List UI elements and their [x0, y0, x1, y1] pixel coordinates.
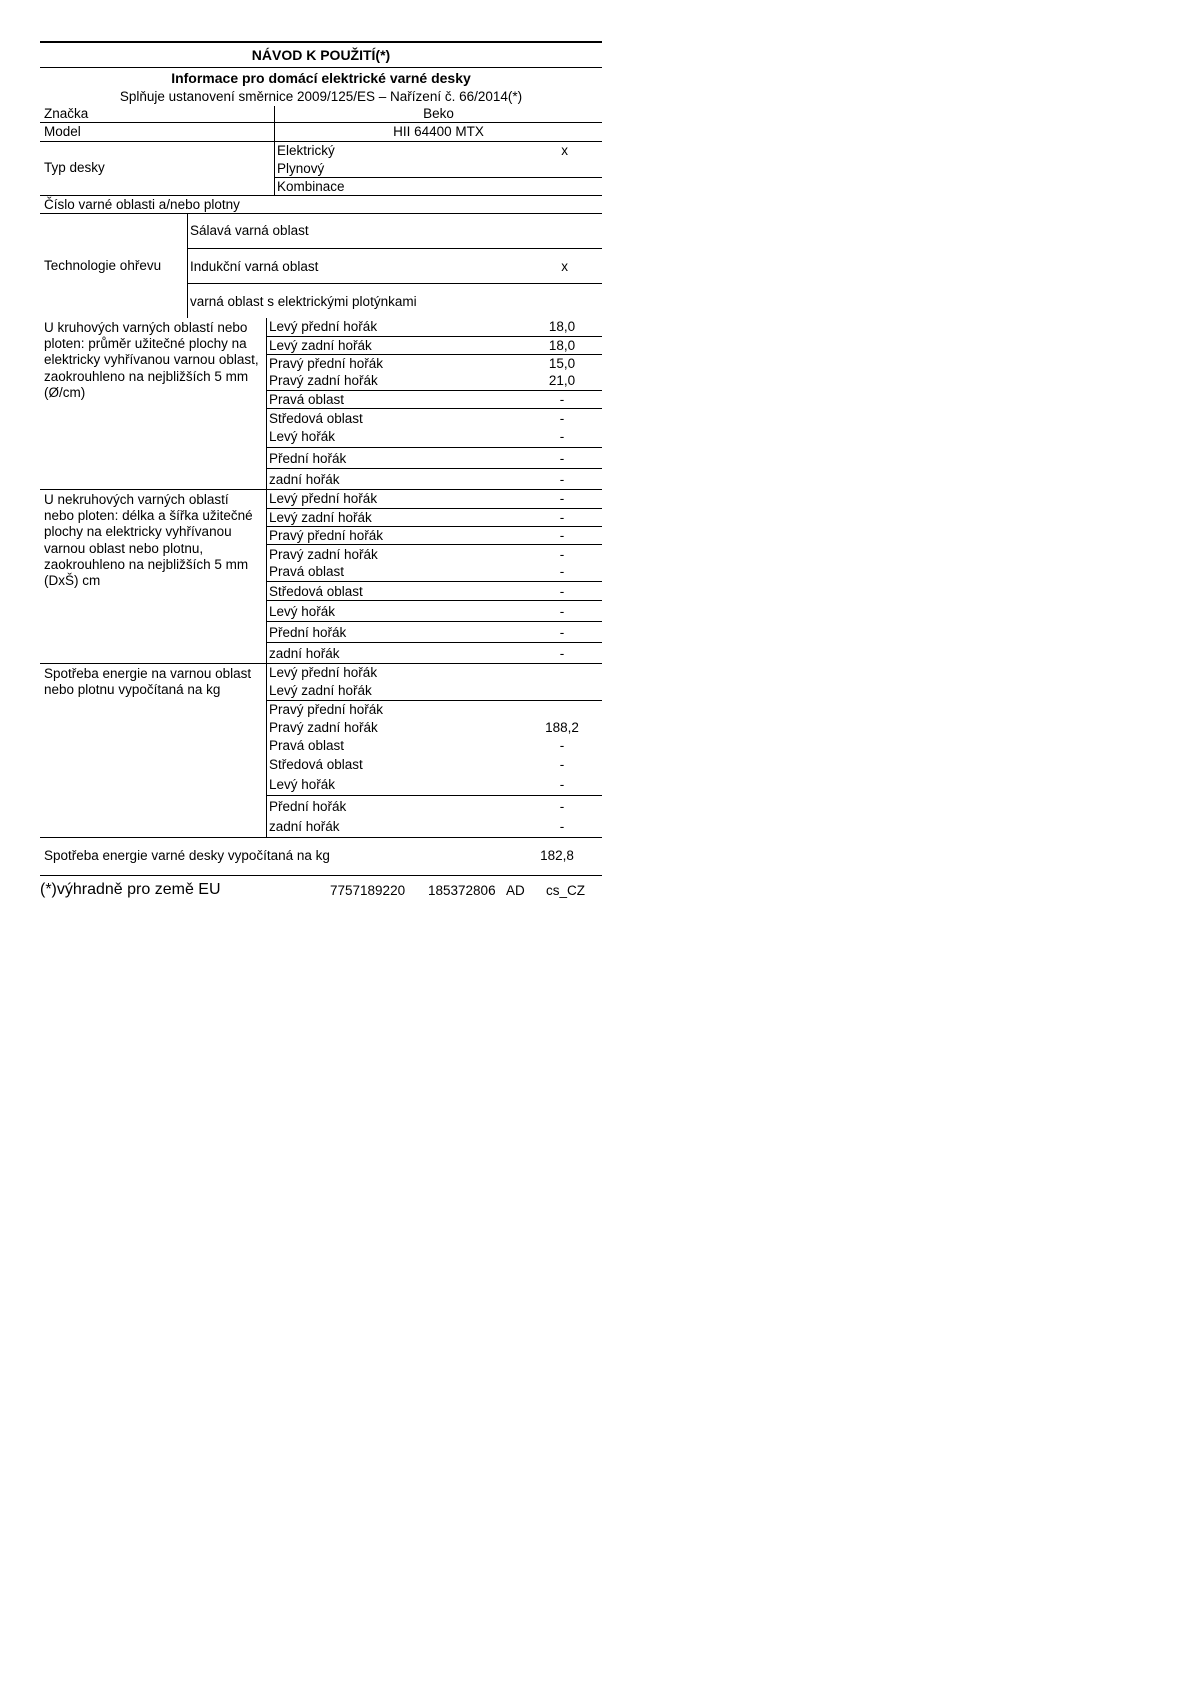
- circular-zone-row: Levý zadní hořák 18,0: [267, 336, 602, 354]
- energy-zone-row: Pravá oblast -: [269, 738, 565, 753]
- footer-code: 7757189220: [330, 883, 406, 898]
- hob-type-option-mark: x: [561, 143, 568, 158]
- zones-count-row: [40, 196, 602, 213]
- heating-technology-option: [188, 283, 602, 318]
- noncircular-zone-row: Levý zadní hořák -: [267, 508, 602, 526]
- hob-type-option: [275, 160, 602, 177]
- hob-type-row: [40, 142, 602, 195]
- noncircular-zones-section: [40, 490, 602, 663]
- energy-zone-row: Středová oblast -: [269, 757, 565, 772]
- energy-zone-row: Levý hořák -: [269, 777, 565, 792]
- heating-technology-label: Technologie ohřevu: [44, 257, 162, 273]
- energy-zone-row: Levý zadní hořák: [269, 683, 372, 698]
- circular-zone-row: zadní hořák -: [267, 468, 602, 489]
- model-label: Model: [44, 124, 81, 139]
- footer-locale: cs_CZ: [546, 883, 586, 898]
- circular-zone-row: Levý přední hořák 18,0: [269, 319, 576, 334]
- footer-code: AD: [506, 883, 525, 898]
- energy-info-sheet: [40, 41, 602, 899]
- noncircular-zone-row: Pravý zadní hořák -: [267, 544, 602, 563]
- circular-zone-row: Pravá oblast -: [267, 390, 602, 408]
- heating-technology-option-label: varná oblast s elektrickými plotýnkami: [190, 294, 417, 309]
- brand-value: Beko: [274, 106, 602, 122]
- hob-type-option-label: Plynový: [277, 161, 325, 176]
- hob-type-option: [275, 142, 602, 160]
- circular-zone-row: Pravý přední hořák 15,0: [267, 354, 602, 372]
- energy-total-label: Spotřeba energie varné desky vypočítaná na kg: [44, 848, 330, 864]
- noncircular-zone-row: Levý hořák -: [267, 600, 602, 621]
- circular-zones-section: [40, 318, 602, 489]
- heating-technology-option: [188, 214, 602, 248]
- heating-technology-row: [40, 214, 602, 318]
- document-subtitle: Informace pro domácí elektrické varné desky: [171, 70, 471, 86]
- model-value: HII 64400 MTX: [274, 123, 602, 141]
- zones-count-label: Číslo varné oblasti a/nebo plotny: [44, 197, 240, 212]
- hob-type-option-label: Elektrický: [277, 143, 335, 158]
- hob-type-label: Typ desky: [44, 160, 105, 176]
- circular-zone-row: Levý hořák -: [269, 429, 565, 444]
- energy-zone-row: zadní hořák -: [269, 819, 565, 834]
- brand-row: [40, 106, 602, 122]
- energy-zone-row: Levý přední hořák: [269, 665, 378, 680]
- document-title: NÁVOD K POUŽITÍ(*): [251, 47, 391, 63]
- heating-technology-option-mark: x: [561, 259, 568, 274]
- hob-type-option: [275, 177, 602, 195]
- energy-total-value: 182,8: [540, 848, 574, 864]
- model-row: [40, 123, 602, 141]
- brand-label: Značka: [44, 106, 89, 121]
- energy-zone-row: Pravý zadní hořák 188,2: [269, 720, 579, 735]
- circular-zone-row: Středová oblast -: [267, 408, 602, 427]
- energy-zone-row: Pravý přední hořák: [267, 700, 602, 718]
- energy-per-zone-section: [40, 664, 602, 837]
- noncircular-zone-row: zadní hořák -: [267, 642, 602, 663]
- noncircular-zone-row: Přední hořák -: [267, 621, 602, 642]
- heating-technology-option: [188, 248, 602, 283]
- noncircular-zone-row: Středová oblast -: [267, 581, 602, 600]
- footer-note: (*)výhradně pro země EU: [40, 881, 221, 898]
- hob-type-option-label: Kombinace: [277, 179, 345, 194]
- footer-code: 185372806: [428, 883, 496, 898]
- compliance-statement: Splňuje ustanovení směrnice 2009/125/ES – Nařízení č. 66/2014(*): [119, 89, 523, 104]
- noncircular-zone-row: Pravá oblast -: [269, 564, 565, 579]
- energy-per-zone-label: Spotřeba energie na varnou oblast nebo plotnu vypočítaná na kg: [44, 666, 252, 698]
- noncircular-zone-row: Levý přední hořák -: [269, 491, 565, 506]
- heating-technology-option-label: Indukční varná oblast: [190, 259, 319, 274]
- circular-zones-label: U kruhových varných oblastí nebo ploten: průměr užitečné plochy na elektricky vyhřívanou varnou oblast, zaokrouhleno na nejbližších 5 mm (Ø/cm): [44, 320, 259, 400]
- circular-zone-row: Přední hořák -: [267, 447, 602, 468]
- noncircular-zones-label: U nekruhových varných oblastí nebo ploten: délka a šířka užitečné plochy na elektricky vyhřívanou varnou oblast nebo plotnu, zaokrouhleno na nejbližších 5 mm (DxŠ) cm: [44, 492, 253, 588]
- energy-zone-row: Přední hořák -: [267, 795, 602, 816]
- circular-zone-row: Pravý zadní hořák 21,0: [269, 373, 576, 388]
- heating-technology-option-label: Sálavá varná oblast: [190, 223, 309, 238]
- noncircular-zone-row: Pravý přední hořák -: [267, 526, 602, 544]
- footer: [40, 880, 602, 899]
- energy-total-row: [40, 838, 602, 875]
